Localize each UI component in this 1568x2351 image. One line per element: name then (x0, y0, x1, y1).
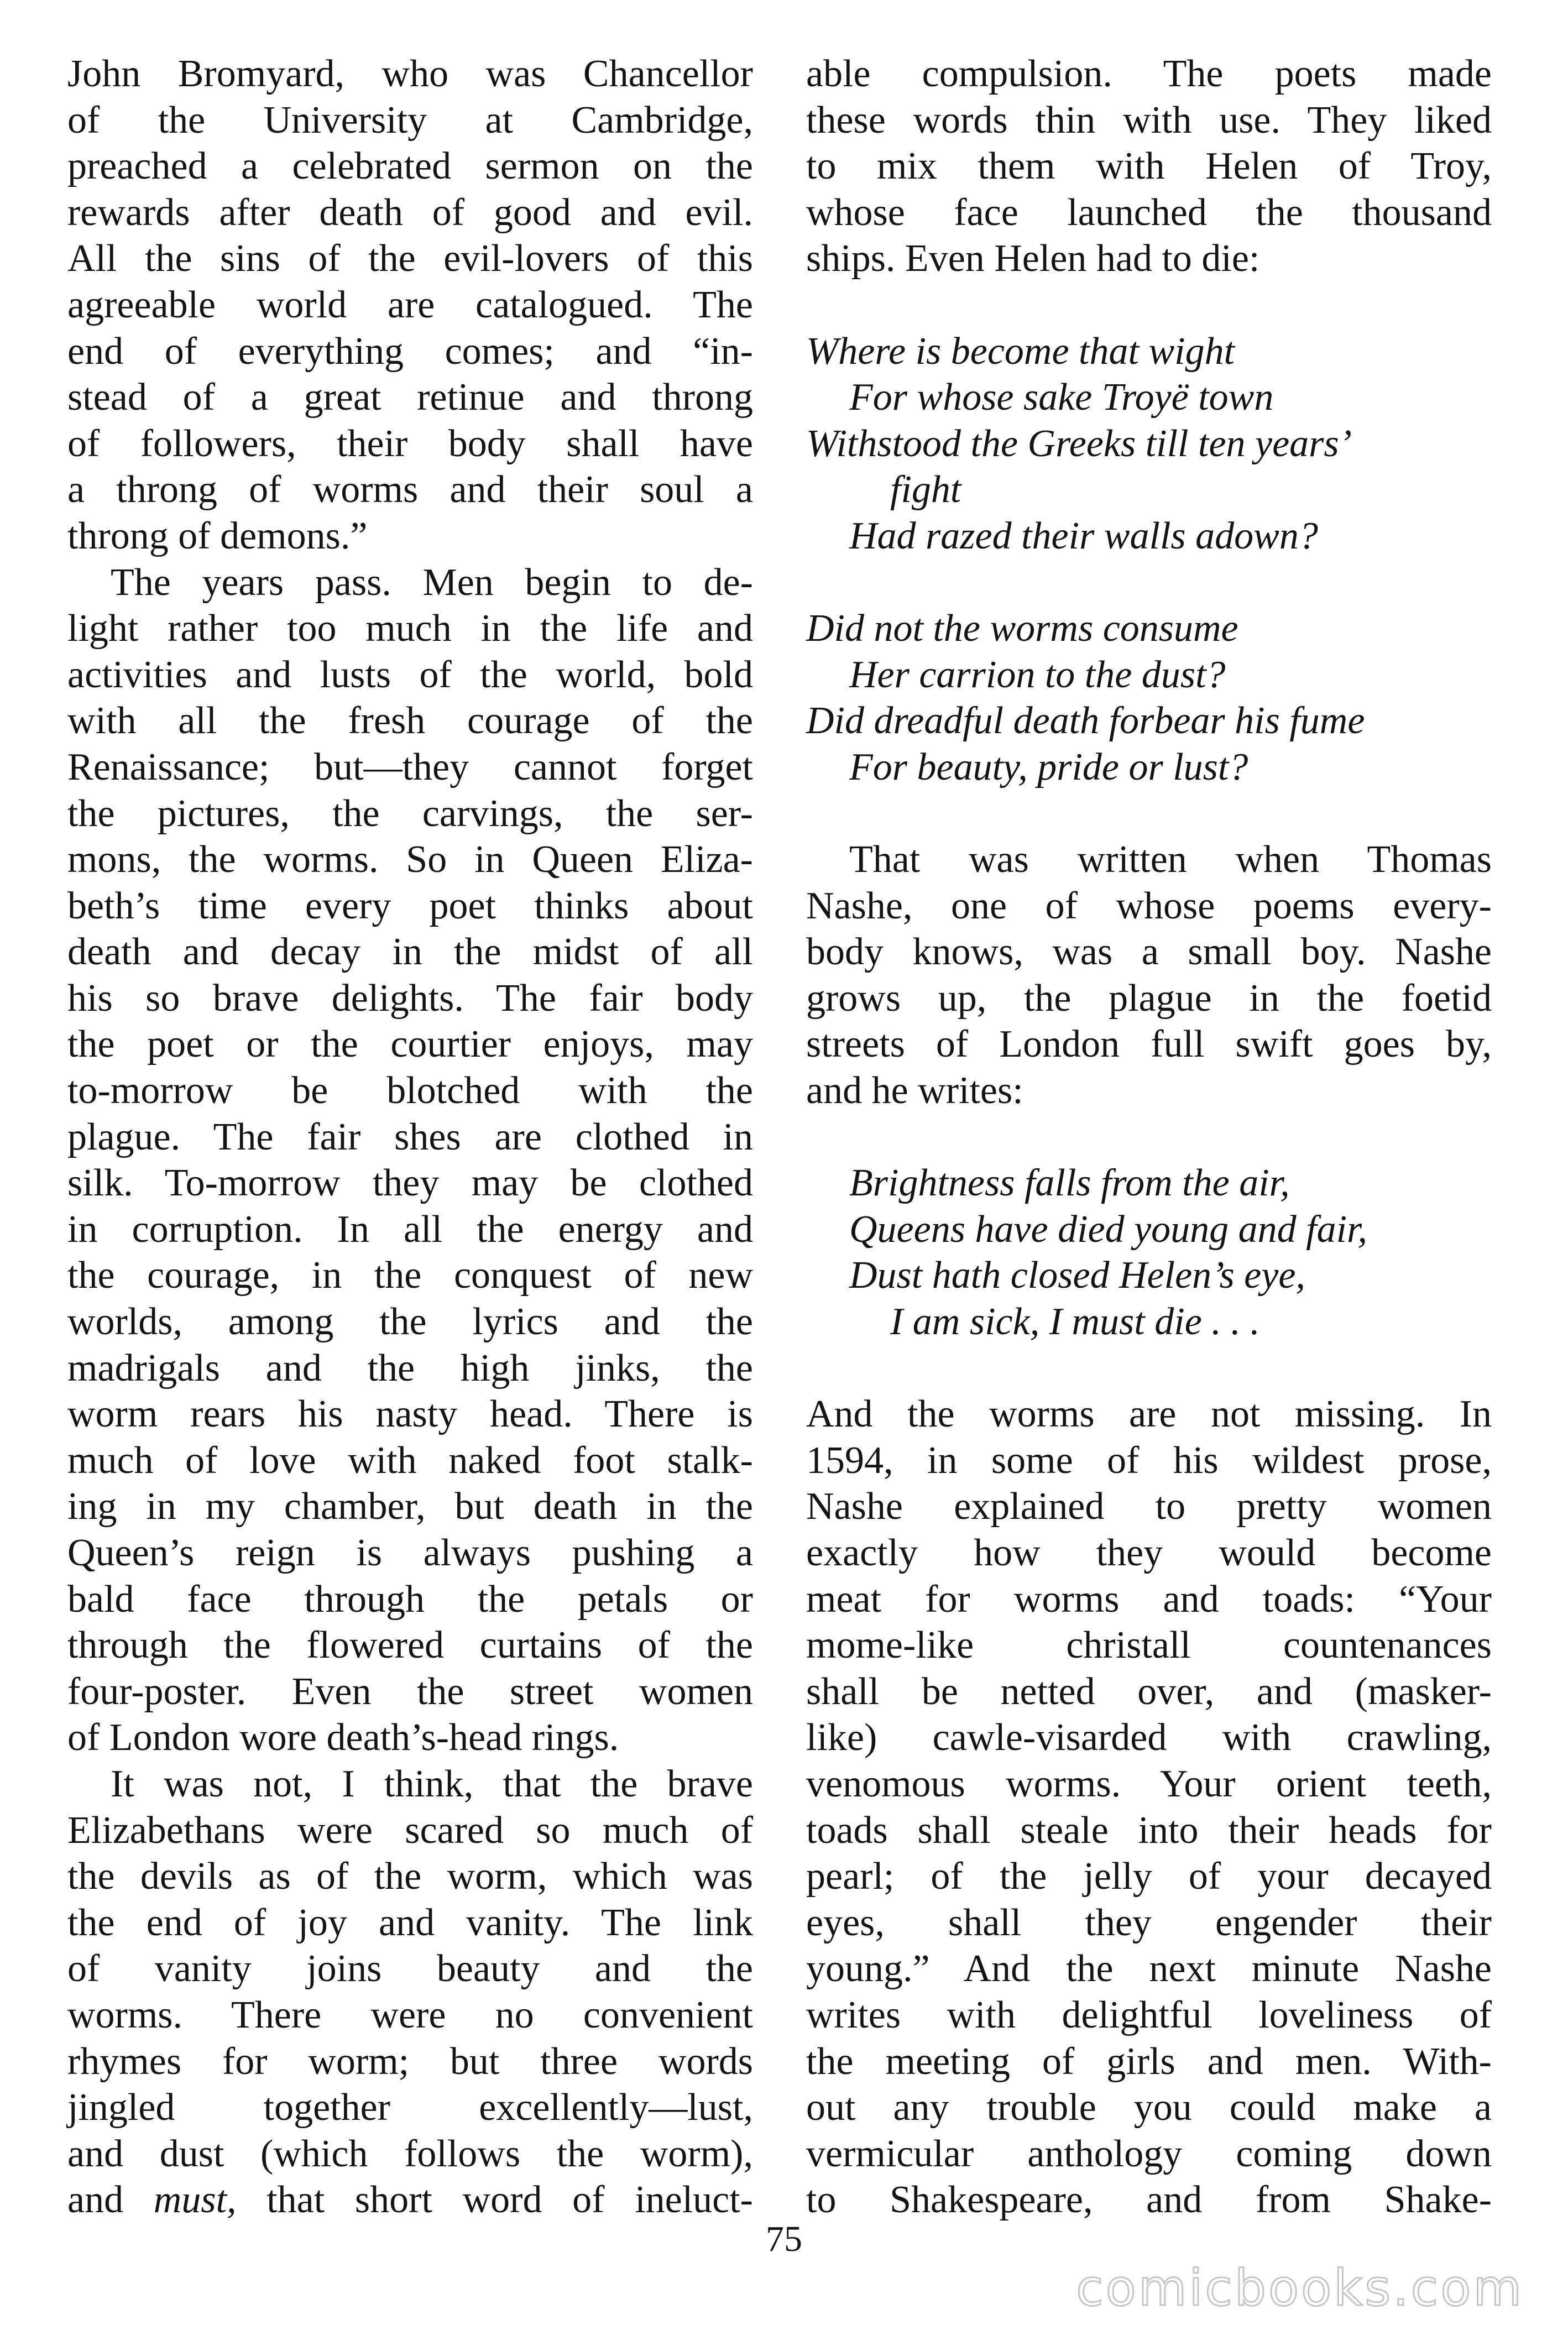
text-line: stead of a great retinue and throng (67, 376, 753, 419)
paragraph-first-line: It was not, I think, that the brave (111, 1762, 753, 1805)
text-line: the pictures, the carvings, the ser- (67, 792, 753, 835)
text-line: and dust (which follows the worm), (67, 2132, 753, 2175)
text-line: rewards after death of good and evil. (67, 191, 753, 234)
text-line: of the University at Cambridge, (67, 98, 753, 142)
text-line: ing in my chamber, but death in the (67, 1485, 753, 1528)
text-fragment: and (67, 2178, 154, 2222)
stanza-gap (806, 560, 1492, 606)
text-line: Nashe, one of whose poems every- (806, 884, 1492, 927)
text-line: worms. There were no convenient (67, 1993, 753, 2036)
text-line: And the worms are not missing. In (806, 1393, 1492, 1436)
text-line: of London wore death’s-head rings. (67, 1716, 619, 1759)
text-line: of vanity joins beauty and the (67, 1947, 753, 1990)
text-line: vermicular anthology coming down (806, 2132, 1492, 2175)
text-line: beth’s time every poet thinks about (67, 884, 753, 927)
text-line: bald face through the petals or (67, 1577, 753, 1621)
text-line: pearl; of the jelly of your decayed (806, 1855, 1492, 1898)
text-line: the poet or the courtier enjoys, may (67, 1023, 753, 1066)
verse-stanza (806, 328, 1492, 560)
italic-word: must, (153, 2178, 237, 2222)
text-line: his so brave delights. The fair body (67, 976, 753, 1020)
verse-line: Dust hath closed Helen’s eye, (849, 1254, 1305, 1297)
text-line: 1594, in some of his wildest prose, (806, 1439, 1492, 1482)
right-column (806, 51, 1492, 2223)
text-line: through the flowered curtains of the (67, 1624, 753, 1667)
verse-line: I am sick, I must die . . . (890, 1300, 1260, 1344)
text-line: exactly how they would become (806, 1532, 1492, 1574)
text-line: the devils as of the worm, which was (67, 1855, 753, 1898)
stanza-gap (806, 791, 1492, 837)
text-line: to Shakespeare, and from Shake- (806, 2178, 1492, 2222)
text-line: writes with delightful loveliness of (806, 1993, 1492, 2036)
verse-line: Brightness falls from the air, (849, 1162, 1290, 1205)
text-line: Elizabethans were scared so much of (67, 1809, 753, 1852)
text-line: jingled together excellently—lust, (67, 2086, 753, 2129)
text-line: worlds, among the lyrics and the (67, 1300, 753, 1344)
verse-line: Did not the worms consume (806, 607, 1238, 650)
text-line: able compulsion. The poets made (806, 53, 1492, 95)
text-line: meat for worms and toads: “Your (806, 1577, 1492, 1621)
text-line: light rather too much in the life and (67, 607, 753, 650)
verse-line: For whose sake Troyë town (849, 376, 1274, 419)
text-line: shall be netted over, and (masker- (806, 1670, 1492, 1713)
text-line: young.” And the next minute Nashe (806, 1947, 1492, 1990)
text-line: throng of demons.” (67, 514, 368, 557)
text-line: All the sins of the evil-lovers of this (67, 237, 753, 280)
text-line: worm rears his nasty head. There is (67, 1393, 753, 1436)
verse-line: Did dreadful death forbear his fume (806, 699, 1365, 743)
text-line: the meeting of girls and men. With- (806, 2040, 1492, 2083)
page-number: 75 (766, 2219, 802, 2259)
text-line: much of love with naked foot stalk- (67, 1439, 753, 1482)
text-line: four-poster. Even the street women (67, 1670, 753, 1713)
watermark: comicbooks.com (1076, 2259, 1524, 2317)
stanza-gap (806, 1114, 1492, 1161)
stanza-gap (806, 282, 1492, 328)
text-line: Renaissance; but—they cannot forget (67, 745, 753, 788)
text-line: the end of joy and vanity. The link (67, 1901, 753, 1944)
text-line: in corruption. In all the energy and (67, 1208, 753, 1251)
text-line: mome-like christall countenances (806, 1624, 1492, 1667)
text-line: agreeable world are catalogued. The (67, 283, 753, 326)
text-line: and he writes: (806, 1069, 1023, 1112)
text-line: grows up, the plague in the foetid (806, 976, 1492, 1020)
text-line: whose face launched the thousand (806, 191, 1492, 234)
text-line: toads shall steale into their heads for (806, 1809, 1492, 1852)
verse-line: Had razed their walls adown? (849, 514, 1318, 557)
text-fragment: that short word of ineluct- (236, 2178, 753, 2222)
text-line: these words thin with use. They liked (806, 98, 1492, 142)
verse-line: Withstood the Greeks till ten years’ (806, 422, 1352, 465)
text-line: ships. Even Helen had to die: (806, 237, 1260, 280)
verse-stanza (806, 1160, 1492, 1345)
verse-line: Where is become that wight (806, 330, 1235, 373)
left-column (67, 51, 753, 2223)
verse-stanza (806, 605, 1492, 790)
text-line: the courage, in the conquest of new (67, 1254, 753, 1297)
text-line: to mix them with Helen of Troy, (806, 145, 1492, 188)
text-line: venomous worms. Your orient teeth, (806, 1762, 1492, 1805)
text-line: out any trouble you could make a (806, 2086, 1492, 2129)
text-line: Nashe explained to pretty women (806, 1485, 1492, 1528)
paragraph-first-line: The years pass. Men begin to de- (111, 561, 753, 604)
text-line: like) cawle-visarded with crawling, (806, 1716, 1492, 1759)
text-line: mons, the worms. So in Queen Eliza- (67, 838, 753, 881)
text-line: madrigals and the high jinks, the (67, 1346, 753, 1389)
text-line: death and decay in the midst of all (67, 931, 753, 974)
text-line: Queen’s reign is always pushing a (67, 1532, 753, 1574)
text-line: silk. To-morrow they may be clothed (67, 1162, 753, 1205)
text-line: activities and lusts of the world, bold (67, 653, 753, 696)
text-line: preached a celebrated sermon on the (67, 145, 753, 188)
text-line: a throng of worms and their soul a (67, 468, 753, 511)
text-line: John Bromyard, who was Chancellor (67, 53, 753, 95)
text-line: end of everything comes; and “in- (67, 330, 753, 373)
verse-line: fight (890, 468, 961, 511)
verse-line: For beauty, pride or lust? (849, 745, 1248, 788)
stanza-gap (806, 1345, 1492, 1392)
text-line: body knows, was a small boy. Nashe (806, 931, 1492, 974)
text-line (67, 2177, 753, 2223)
text-line: to-morrow be blotched with the (67, 1069, 753, 1112)
text-line: of followers, their body shall have (67, 422, 753, 465)
text-line: with all the fresh courage of the (67, 699, 753, 743)
verse-line: Her carrion to the dust? (849, 653, 1226, 696)
verse-line: Queens have died young and fair, (849, 1208, 1368, 1251)
paragraph-first-line: That was written when Thomas (849, 838, 1492, 881)
text-line: rhymes for worm; but three words (67, 2040, 753, 2083)
text-line: streets of London full swift goes by, (806, 1023, 1492, 1066)
text-line: eyes, shall they engender their (806, 1901, 1492, 1944)
text-line: plague. The fair shes are clothed in (67, 1115, 753, 1158)
